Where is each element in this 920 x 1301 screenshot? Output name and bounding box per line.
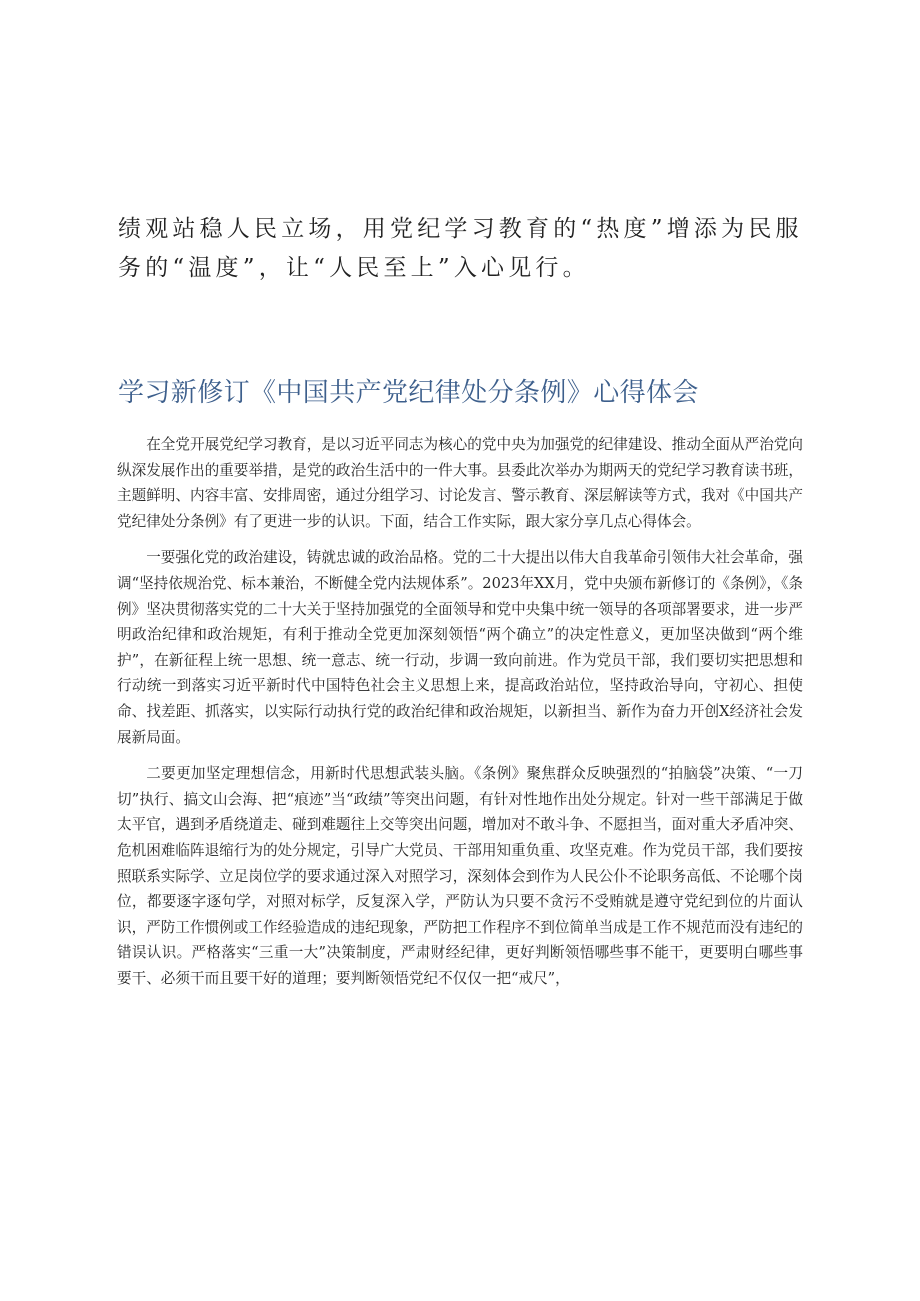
body-paragraph: 一要强化党的政治建设，铸就忠诚的政治品格。党的二十大提出以伟大自我革命引领伟大社会革命，强调“坚持依规治党、标本兼治，不断健全党内法规体系”。2023年XX月，党中央颁布新修订的《条例》，《条例》坚决贯彻落实党的二十大关于坚持加强党的全面领导和党中央集中统一领导的各项部署要求，进一步严明政治纪律和政治规矩，有利于推动全党更加深刻领悟“两个确立”的决定性意义，更加坚决做到“两个维护”，在新征程上统一思想、统一意志、统一行动，步调一致向前进。作为党员干部，我们要切实把思想和行动统一到落实习近平新时代中国特色社会主义思想上来，提高政治站位，坚持政治导向，守初心、担使命、找差距、抓落实，以实际行动执行党的政治纪律和政治规矩，以新担当、新作为奋力开创X经济社会发展新局面。 xyxy=(117,549,803,746)
article-body xyxy=(117,432,803,997)
body-paragraph: 在全党开展党纪学习教育，是以习近平同志为核心的党中央为加强党的纪律建设、推动全面从严治党向纵深发展作出的重要举措，是党的政治生活中的一件大事。县委此次举办为期两天的党纪学习教育读书班，主题鲜明、内容丰富、安排周密，通过分组学习、讨论发言、警示教育、深层解读等方式，我对《中国共产党纪律处分条例》有了更进一步的认识。下面，结合工作实际，跟大家分享几点心得体会。 xyxy=(117,436,803,530)
article-title: 学习新修订《中国共产党纪律处分条例》心得体会 xyxy=(118,378,699,408)
lead-paragraph: 绩观站稳人民立场，用党纪学习教育的“热度”增添为民服务的“温度”，让“人民至上”入心见行。 xyxy=(118,216,803,281)
body-paragraph: 二要更加坚定理想信念，用新时代思想武装头脑。《条例》聚焦群众反映强烈的“拍脑袋”决策、“一刀切”执行、搞文山会海、把“痕迹”当“政绩”等突出问题，有针对性地作出处分规定。针对一些干部满足于做太平官，遇到矛盾绕道走、碰到难题往上交等突出问题，增加对不敢斗争、不愿担当，面对重大矛盾冲突、危机困难临阵退缩行为的处分规定，引导广大党员、干部用知重负重、攻坚克难。作为党员干部，我们要按照联系实际学、立足岗位学的要求通过深入对照学习，深刻体会到作为人民公仆不论职务高低、不论哪个岗位，都要逐字逐句学，对照对标学，反复深入学，严防认为只要不贪污不受贿就是遵守党纪到位的片面认识，严防工作惯例或工作经验造成的违纪现象，严防把工作程序不到位简单当成是工作不规范而没有违纪的错误认识。严格落实“三重一大”决策制度，严肃财经纪律，更好判断领悟哪些事不能干，更要明白哪些事要干、必须干而且要干好的道理；要判断领悟党纪不仅仅一把“戒尺”， xyxy=(117,765,803,987)
